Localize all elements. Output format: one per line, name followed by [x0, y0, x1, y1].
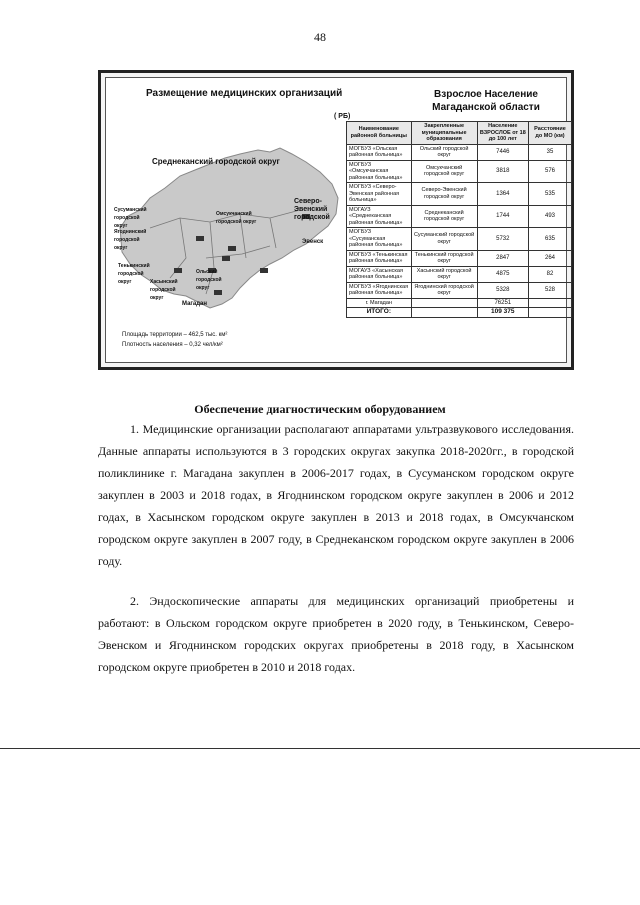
- total-empty-cell: [411, 308, 477, 318]
- label-khasynsky: Хасынский городской округ: [150, 279, 178, 301]
- label-yagodninsky: Ягоднинский городской округ: [114, 229, 147, 251]
- population-table: [346, 121, 572, 318]
- hospital-cell: МОГАУЗ «Хасынская районная больница»: [347, 266, 412, 282]
- distance-cell: 82: [529, 266, 572, 282]
- city-row: [347, 298, 572, 308]
- figure-inner-frame: [105, 77, 567, 363]
- hospital-marker: [260, 268, 268, 273]
- footer-rule: [0, 748, 640, 749]
- table-row: [347, 250, 572, 266]
- table-row: [347, 205, 572, 228]
- distance-cell: 576: [529, 160, 572, 183]
- municipality-cell: Северо-Эвенский городской округ: [411, 183, 477, 206]
- table-row: [347, 228, 572, 251]
- rb-mark: ( РБ): [334, 113, 351, 120]
- table-header-row: [347, 122, 572, 145]
- table-header: Закрепленные муниципальные образования: [411, 122, 477, 145]
- label-olsky: Ольский городской округ: [196, 269, 222, 291]
- total-population: 109 375: [477, 308, 528, 318]
- label-susumansky: Сусуманский городской округ: [114, 207, 147, 229]
- table-header: Наименование районной больницы: [347, 122, 412, 145]
- hospital-marker: [196, 236, 204, 241]
- table-header: Население ВЗРОСЛОЕ от 18 до 100 лет: [477, 122, 528, 145]
- label-tenkinsky: Тенькинский городской округ: [118, 263, 150, 285]
- total-empty-cell: [529, 308, 572, 318]
- paragraph-ultrasound-text: 1. Медицинские организации располагают аппаратами ультразвукового исследования. Данные аппараты используются в 3 городских округах закупка 2018-2020гг., в городской поликлинике г. Магадана закуплен в 2006-2017 годах, в Сусуманском городском округе закуплен в 2003 и 2018 годах, в Ягоднинском городском округе закуплен в 2006 и 2012 годах, в Хасынском городском округе закуплен в 2013 и 2018 годах, в Омсукчанском городском округе закуплен в 2007 году, в Среднеканском городском округе закуплен в 2006 году.: [98, 422, 574, 568]
- hospital-cell: МОГБУЗ «Северо-Эвенская районная больница»: [347, 183, 412, 206]
- label-magadan: Магадан: [182, 301, 208, 307]
- hospital-cell: МОГБУЗ «Тенькинская районная больница»: [347, 250, 412, 266]
- table-row: [347, 183, 572, 206]
- population-cell: 5328: [477, 282, 528, 298]
- hospital-marker: [222, 256, 230, 261]
- label-severo-evensky: Северо-Эвенский городской: [294, 198, 330, 221]
- table-row: [347, 160, 572, 183]
- total-row: [347, 308, 572, 318]
- density-text: Плотность населения – 0,32 чел/км²: [122, 342, 223, 348]
- label-srednekansky: Среднеканский городской округ: [152, 157, 280, 166]
- hospital-cell: МОГБУЗ «Омсукчанская районная больница»: [347, 160, 412, 183]
- paragraph-endoscopy-text: 2. Эндоскопические аппараты для медицинских организаций приобретены и работают: в Ольском городском округе приобретен в 2020 году, в Тенькинском, Северо-Эвенском и Ягоднинском городских округах приобретены в 2018 году, в Хасынском городском округе приобретен в 2010 и 2018 годах.: [98, 594, 574, 674]
- table-title: Взрослое Население Магаданской области: [432, 89, 540, 113]
- page-number: 48: [314, 30, 326, 44]
- section-heading: Обеспечение диагностическим оборудованием: [194, 402, 446, 416]
- distance-cell: 535: [529, 183, 572, 206]
- city-label: г. Магадан: [347, 298, 412, 308]
- table-row: [347, 266, 572, 282]
- paragraph-ultrasound: [98, 418, 574, 572]
- population-cell: 3818: [477, 160, 528, 183]
- distance-cell: 528: [529, 282, 572, 298]
- municipality-cell: Ольский городской округ: [411, 144, 477, 160]
- hospital-marker: [228, 246, 236, 251]
- population-cell: 4875: [477, 266, 528, 282]
- hospital-cell: МОГБУЗ «Сусуманская районная больница»: [347, 228, 412, 251]
- distance-cell: 635: [529, 228, 572, 251]
- label-evensk: Эвенск: [302, 239, 324, 245]
- total-label: ИТОГО:: [347, 308, 412, 318]
- municipality-cell: Омсукчанский городской округ: [411, 160, 477, 183]
- distance-cell: 35: [529, 144, 572, 160]
- paragraph-endoscopy: [98, 590, 574, 678]
- city-empty-cell: [411, 298, 477, 308]
- population-cell: 2847: [477, 250, 528, 266]
- map-title: Размещение медицинских организаций: [146, 88, 343, 99]
- municipality-cell: Тенькинский городской округ: [411, 250, 477, 266]
- municipality-cell: Сусуманский городской округ: [411, 228, 477, 251]
- hospital-cell: МОГБУЗ «Ольская районная больница»: [347, 144, 412, 160]
- table-header: Расстояние до МО (км): [529, 122, 572, 145]
- distance-cell: 264: [529, 250, 572, 266]
- population-cell: 5732: [477, 228, 528, 251]
- population-cell: 1744: [477, 205, 528, 228]
- map-figure: [98, 70, 574, 370]
- distance-cell: 493: [529, 205, 572, 228]
- label-omsukchansky: Омсукчанский городской округ: [216, 211, 257, 225]
- hospital-marker: [174, 268, 182, 273]
- municipality-cell: Ягоднинский городской округ: [411, 282, 477, 298]
- city-empty-cell: [529, 298, 572, 308]
- population-cell: 7446: [477, 144, 528, 160]
- municipality-cell: Хасынский городской округ: [411, 266, 477, 282]
- hospital-cell: МОГБУЗ «Ягоднинская районная больница»: [347, 282, 412, 298]
- city-population: 76251: [477, 298, 528, 308]
- table-row: [347, 282, 572, 298]
- area-text: Площадь территории – 462,5 тыс. км²: [122, 332, 228, 338]
- population-cell: 1364: [477, 183, 528, 206]
- municipality-cell: Среднеканский городской округ: [411, 205, 477, 228]
- table-row: [347, 144, 572, 160]
- hospital-cell: МОГАУЗ «Среднеканская районная больница»: [347, 205, 412, 228]
